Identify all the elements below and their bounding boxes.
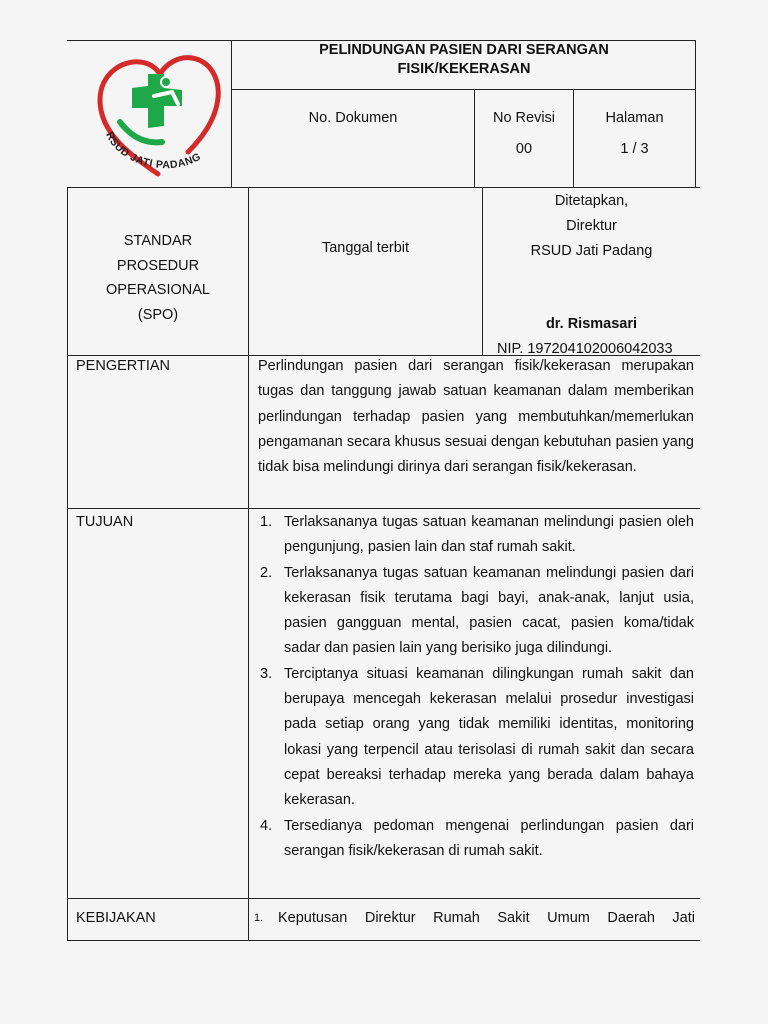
tujuan-list (258, 510, 694, 864)
signatory-name: dr. Rismasari (545, 316, 638, 332)
tujuan-label: TUJUAN (76, 514, 134, 530)
halaman-value: 1 / 3 (620, 141, 649, 157)
kebijakan-item-text: Keputusan Direktur Rumah Sakit Umum Daerah Jati (278, 910, 695, 926)
list-item-number: 1. (260, 514, 273, 530)
list-item (258, 662, 694, 814)
header-col-divider-2 (573, 89, 574, 188)
kebijakan-item-number: 1. (254, 912, 264, 924)
hospital-logo (92, 52, 228, 188)
kebijakan-label: KEBIJAKAN (76, 910, 156, 926)
list-item-number: 4. (260, 817, 273, 834)
tujuan-bottom-border (67, 898, 700, 899)
list-item (258, 814, 694, 865)
table-label-divider (248, 187, 249, 941)
spo-label-line3: OPERASIONAL (106, 282, 210, 298)
pengesahan-block (483, 189, 700, 264)
pengertian-bottom-border (67, 508, 700, 509)
ditetapkan-text: Ditetapkan, (554, 193, 629, 209)
jabatan-text: Direktur (566, 218, 617, 234)
document-title (232, 41, 696, 79)
list-item (258, 510, 694, 561)
list-item-text: Terlaksananya tugas satuan keamanan melindungi pasien dari kekerasan fisik terutama bagi bayi, anak-anak, lanjut usia, pasien gangguan mental, pasien cacat, pasien koma/tidak sadar dan pasien lain yang berisiko juga dilindungi. (284, 564, 694, 657)
list-item-text: Terciptanya situasi keamanan dilingkungan rumah sakit dan berupaya mencegah kekerasan melalui prosedur investigasi pada setiap orang yang tidak memiliki identitas, monitoring lokasi yang terpencil atau terisolasi di rumah sakit dan secara cepat bereaksi terhadap mereka yang berada dalam bahaya kekerasan. (284, 665, 694, 809)
pengertian-text: Perlindungan pasien dari serangan fisik/kekerasan merupakan tugas dan tanggung jawab satuan keamanan dalam memberikan perlindungan terhadap pasien yang membutuhkan/memerlukan pengamanan secara khusus sesuai dengan kebutuhan pasien yang tidak bisa melindungi dirinya dari serangan fisik/kekerasan. (258, 358, 694, 476)
document-title-line2: FISIK/KEKERASAN (397, 61, 531, 77)
spo-label-line1: STANDAR (123, 233, 193, 249)
spo-label-line4: (SPO) (137, 306, 179, 323)
document-title-line1: PELINDUNGAN PASIEN DARI SERANGAN (319, 42, 609, 58)
logo-heart-cross-icon (92, 52, 228, 188)
tanggal-terbit-label: Tanggal terbit (321, 240, 410, 256)
list-item (258, 561, 694, 662)
no-revisi-value: 00 (515, 141, 533, 157)
list-item-text: Tersedianya pedoman mengenai perlindungan pasien dari serangan fisik/kekerasan di rumah sakit. (284, 817, 694, 859)
halaman-label: Halaman (605, 110, 664, 126)
instansi-text: RSUD Jati Padang (530, 243, 653, 259)
list-item-number: 3. (260, 665, 273, 682)
no-revisi-label: No Revisi (492, 110, 556, 126)
pengertian-label: PENGERTIAN (76, 358, 171, 374)
logo-text: RSUD JATI PADANG (103, 130, 204, 172)
table-bottom-border (67, 940, 700, 941)
no-dokumen-label: No. Dokumen (308, 110, 398, 126)
signatory-nip: NIP. 197204102006042033 (497, 341, 673, 357)
list-item-number: 2. (260, 564, 273, 581)
header-title-divider (231, 89, 696, 90)
spo-label (68, 229, 248, 327)
spo-label-line2: PROSEDUR (116, 257, 200, 274)
header-col-divider-1 (474, 89, 475, 188)
list-item-text: Terlaksananya tugas satuan keamanan melindungi pasien oleh pengunjung, pasien lain dan staf rumah sakit. (284, 514, 694, 556)
